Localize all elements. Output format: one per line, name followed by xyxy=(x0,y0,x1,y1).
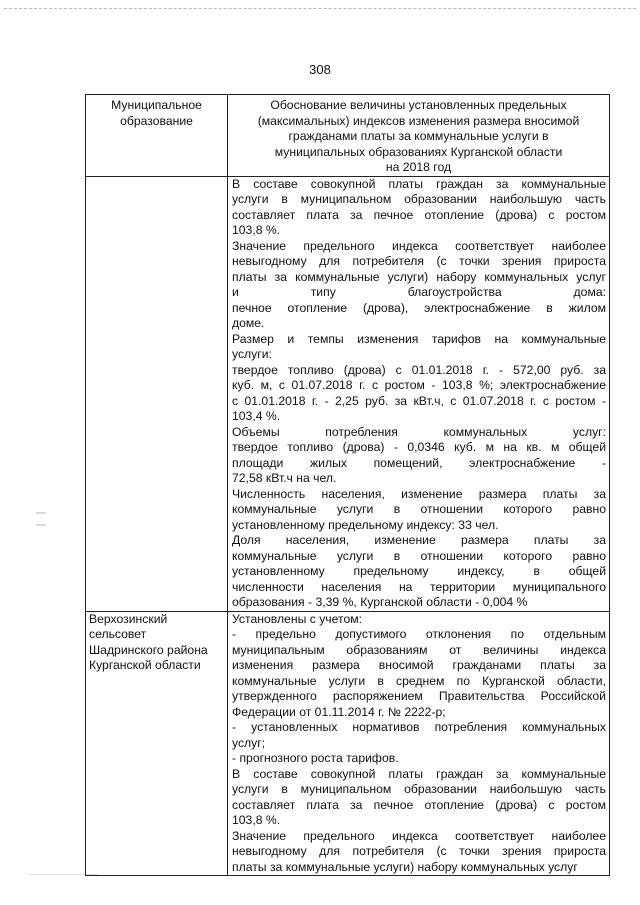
text-line: Верхозинский xyxy=(89,611,168,626)
text-line: куб. м, с 01.07.2018 г. с ростом - 103,8 %; электроснабжение xyxy=(232,378,606,392)
row2-text-cell xyxy=(228,611,610,876)
text-line: (максимальных) индексов изменения размера вносимой xyxy=(257,113,580,128)
row1-text xyxy=(232,177,606,611)
text-line: Численность населения, изменение размера платы за xyxy=(232,486,606,501)
text-line: численности населения на территории муниципального xyxy=(232,579,606,594)
text-line: 72,58 кВт.ч на чел. xyxy=(232,471,337,485)
text-line: Установлены с учетом: xyxy=(232,611,362,626)
text-line: Муниципальное xyxy=(111,98,202,112)
text-line: утвержденного распоряжением Правительства Российской xyxy=(232,689,606,703)
text-line: муниципальным образованиям от величины индекса xyxy=(232,642,606,657)
table-row xyxy=(86,611,610,876)
text-line: В составе совокупной платы граждан за коммунальные xyxy=(232,176,606,191)
row1-municipality-cell xyxy=(86,176,228,611)
row2-municipality-cell xyxy=(86,611,228,876)
table-header-row xyxy=(86,95,610,177)
text-line: 103,8 %. xyxy=(232,813,281,827)
header-municipality-text xyxy=(90,98,223,129)
text-line: муниципальных образованиях Курганской области xyxy=(274,144,563,159)
table-row xyxy=(86,176,610,611)
text-line: на 2018 год xyxy=(385,160,452,174)
text-line: площади жилых помещений, электроснабжение - xyxy=(232,455,606,470)
scan-top-rule xyxy=(4,8,636,9)
text-line: Объемы потребления коммунальных услуг: xyxy=(232,424,606,439)
text-line: составляет плата за печное отопление (дрова) с ростом xyxy=(232,797,606,812)
text-line: доме. xyxy=(232,316,265,330)
text-line: невыгодному для потребителя (с точки зрения прироста xyxy=(232,254,606,268)
text-line: Размер и темпы изменения тарифов на коммунальные xyxy=(232,331,606,346)
scan-artifact xyxy=(36,524,46,526)
text-line: сельсовет xyxy=(89,627,147,641)
row2-municipality xyxy=(89,612,224,674)
text-line: коммунальные услуги в среднем по Курганской области, xyxy=(232,673,606,688)
text-line: платы за коммунальные услуги) набору коммунальных услуг xyxy=(232,859,578,874)
tariff-index-table xyxy=(85,94,610,876)
text-line: установленному предельному индексу: 33 чел. xyxy=(232,517,499,532)
text-line: платы за коммунальные услуги) набору коммунальных услуг xyxy=(232,269,606,284)
header-justification xyxy=(228,95,610,177)
row2-text xyxy=(232,612,606,876)
text-line: изменения размера вносимой гражданами платы за xyxy=(232,658,606,672)
text-line: услуги в муниципальном образовании наибольшую часть xyxy=(232,192,606,206)
text-line: твердое топливо (дрова) с 01.01.2018 г. - 572,00 руб. за xyxy=(232,362,606,377)
text-line: составляет плата за печное отопление (дрова) с ростом xyxy=(232,207,606,222)
text-line: Значение предельного индекса соответствует наиболее xyxy=(232,828,606,843)
text-line: услуги в муниципальном образовании наибольшую часть xyxy=(232,782,606,796)
text-line: 103,4 %. xyxy=(232,409,281,423)
text-line: гражданами платы за коммунальные услуги в xyxy=(288,129,549,143)
text-line: образования - 3,39 %, Курганской области - 0,004 % xyxy=(232,595,528,609)
text-line: - прогнозного роста тарифов. xyxy=(232,751,399,765)
text-line: Шадринского района xyxy=(89,642,208,657)
text-line: Доля населения, изменение размера платы за xyxy=(232,533,606,547)
scan-artifact xyxy=(36,512,46,514)
text-line: В составе совокупной платы граждан за коммунальные xyxy=(232,766,606,781)
text-line: установленному предельному индексу, в общей xyxy=(232,564,606,578)
text-line: Федерации от 01.11.2014 г. № 2222-р; xyxy=(232,704,446,719)
header-municipality xyxy=(86,95,228,177)
text-line: твердое топливо (дрова) - 0,0346 куб. м на кв. м общей xyxy=(232,440,606,454)
text-line: услуг; xyxy=(232,735,266,750)
text-line: невыгодному для потребителя (с точки зрения прироста xyxy=(232,844,606,858)
text-line: услуги: xyxy=(232,347,272,361)
text-line: Значение предельного индекса соответствует наиболее xyxy=(232,238,606,253)
text-line: - установленных нормативов потребления коммунальных xyxy=(232,720,606,734)
text-line: 103,8 %. xyxy=(232,223,281,237)
text-line: с 01.01.2018 г. - 2,25 руб. за кВт.ч, с 01.07.2018 г. с ростом - xyxy=(232,393,606,408)
text-line: образование xyxy=(120,113,193,128)
text-line: Курганской области xyxy=(89,658,201,672)
text-line: коммунальные услуги в отношении которого равно xyxy=(232,548,606,563)
text-line: - предельно допустимого отклонения по отдельным xyxy=(232,627,606,641)
header-justification-text xyxy=(232,98,605,176)
page-number: 308 xyxy=(309,62,331,77)
row1-text-cell xyxy=(228,176,610,611)
text-line: печное отопление (дрова), электроснабжение в жилом xyxy=(232,300,606,315)
text-line: коммунальные услуги в отношении которого равно xyxy=(232,502,606,516)
text-line: Обоснование величины установленных предельных xyxy=(270,98,567,112)
text-line: и типу благоустройства дома: xyxy=(232,285,606,299)
